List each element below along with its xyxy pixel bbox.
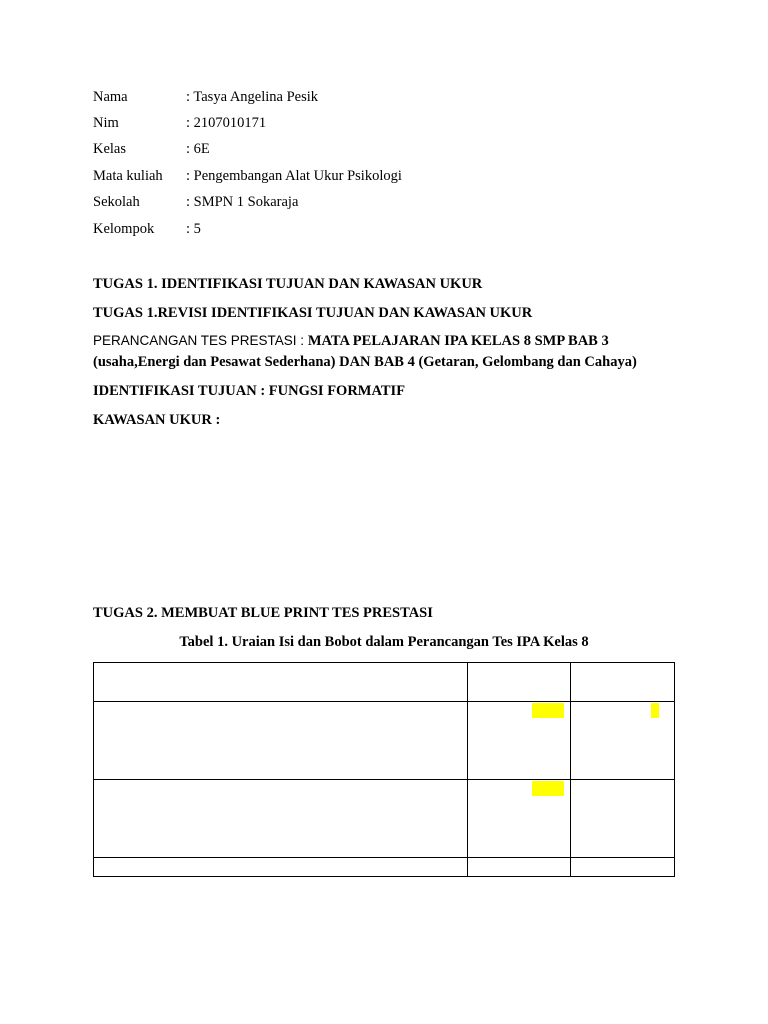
table-caption: Tabel 1. Uraian Isi dan Bobot dalam Perancangan Tes IPA Kelas 8 [179, 634, 589, 650]
table-cell [467, 858, 571, 877]
info-label: Nim [93, 115, 119, 131]
info-value: : 6E [186, 141, 210, 157]
table-cell [571, 780, 675, 858]
table-row [94, 858, 675, 877]
highlight-mark [532, 781, 564, 796]
table-cell [94, 702, 468, 780]
heading-identifikasi: IDENTIFIKASI TUJUAN : FUNGSI FORMATIF [93, 383, 406, 399]
heading-kawasan: KAWASAN UKUR : [93, 412, 221, 428]
table-cell [467, 663, 571, 702]
highlight-mark [651, 703, 659, 718]
table-cell [571, 663, 675, 702]
info-row-kelas [93, 140, 210, 158]
info-label: Sekolah [93, 194, 140, 210]
highlight-mark [532, 703, 564, 718]
table-cell [467, 780, 571, 858]
table-row [94, 663, 675, 702]
perancangan-paragraph [93, 330, 693, 373]
blueprint-table [93, 662, 675, 877]
info-label: Kelompok [93, 221, 155, 237]
info-value: : Pengembangan Alat Ukur Psikologi [186, 168, 402, 184]
table-cell [571, 858, 675, 877]
info-row-nama [93, 88, 318, 106]
table-cell [467, 702, 571, 780]
table-row [94, 702, 675, 780]
info-value: : Tasya Angelina Pesik [186, 89, 319, 105]
info-value: : SMPN 1 Sokaraja [186, 194, 299, 210]
perancangan-subject: MATA PELAJARAN IPA KELAS 8 SMP BAB 3 (usaha,Energi dan Pesawat Sederhana) DAN BAB 4 (Getaran, Gelombang dan Cahaya) [93, 333, 637, 370]
info-label: Nama [93, 89, 128, 105]
heading-tugas1: TUGAS 1. IDENTIFIKASI TUJUAN DAN KAWASAN UKUR [93, 276, 483, 292]
info-label: Kelas [93, 141, 127, 157]
info-value: : 5 [186, 221, 201, 237]
info-row-nim [93, 114, 266, 132]
info-row-mata-kuliah [93, 167, 402, 185]
table-cell [94, 663, 468, 702]
table-row [94, 780, 675, 858]
table-cell [571, 702, 675, 780]
info-label: Mata kuliah [93, 168, 163, 184]
heading-tugas1-revisi: TUGAS 1.REVISI IDENTIFIKASI TUJUAN DAN KAWASAN UKUR [93, 305, 533, 321]
table-cell [94, 858, 468, 877]
info-row-kelompok [93, 220, 201, 238]
info-value: : 2107010171 [186, 115, 267, 131]
heading-tugas2: TUGAS 2. MEMBUAT BLUE PRINT TES PRESTASI [93, 605, 433, 621]
table-cell [94, 780, 468, 858]
info-row-sekolah [93, 193, 298, 211]
perancangan-prefix: PERANCANGAN TES PRESTASI : [93, 333, 308, 348]
